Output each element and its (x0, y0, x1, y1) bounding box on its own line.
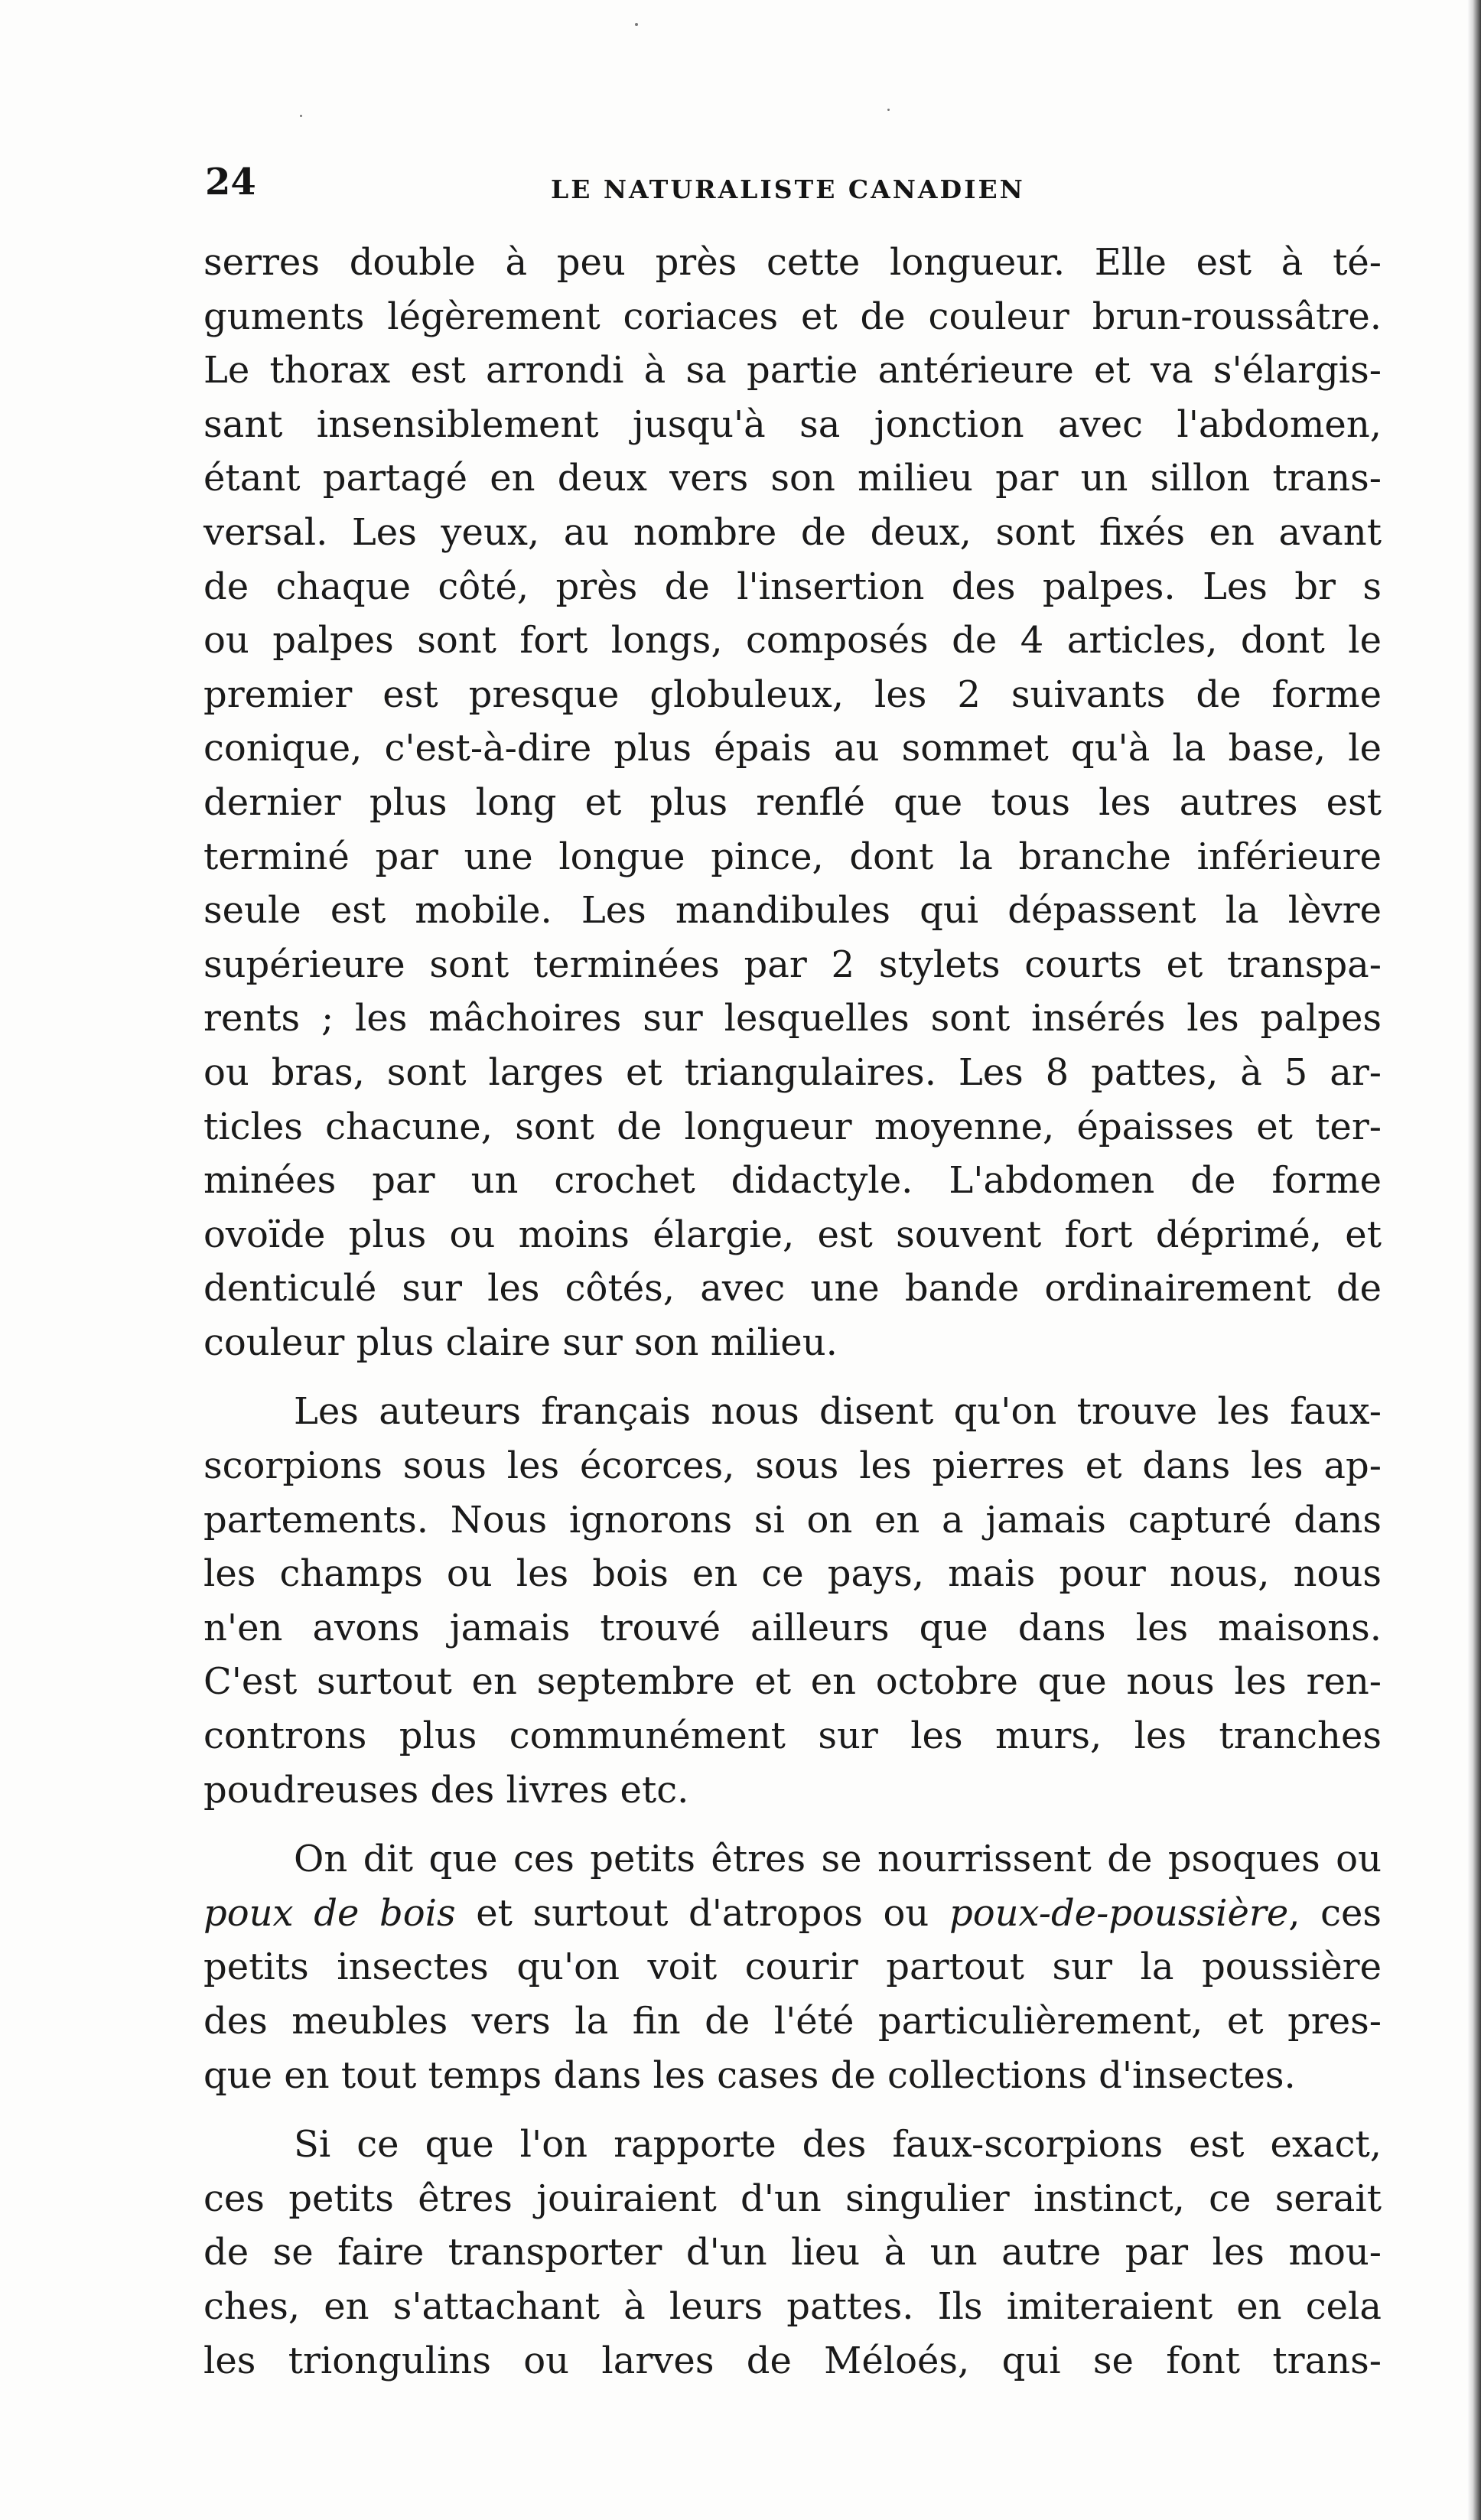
text-line: ticles chacune, sont de longueur moyenne, épaisses et ter- (203, 1105, 1382, 1148)
italic-term: poux de bois (203, 1891, 456, 1935)
text-line: premier est presque globuleux, les 2 suivants de forme (203, 672, 1382, 716)
text-line: conique, c'est-à-dire plus épais au sommet qu'à la base, le (203, 727, 1382, 770)
text-line: les triongulins ou larves de Méloés, qui se font trans- (203, 2339, 1382, 2382)
running-head (205, 161, 1383, 214)
text-line: controns plus communément sur les murs, les tranches (203, 1714, 1382, 1758)
page-edge-shadow (1467, 0, 1481, 2520)
text-line: On dit que ces petits êtres se nourrissent de psoques ou (294, 1838, 1382, 1881)
text-fragment: et surtout d'atropos ou (455, 1891, 949, 1935)
text-line: ches, en s'attachant à leurs pattes. Ils imiteraient en cela (203, 2284, 1382, 2328)
text-line: denticulé sur les côtés, avec une bande ordinairement de (203, 1267, 1382, 1310)
text-line: serres double à peu près cette longueur. Elle est à té- (203, 241, 1382, 284)
text-line: ces petits êtres jouiraient d'un singulier instinct, ce serait (203, 2177, 1382, 2220)
text-line: Si ce que l'on rapporte des faux-scorpions est exact, (294, 2123, 1382, 2167)
italic-term: poux-de-poussière (949, 1891, 1289, 1935)
text-line: ovoïde plus ou moins élargie, est souvent fort déprimé, et (203, 1213, 1382, 1256)
paragraph-1 (203, 236, 1382, 1369)
text-line: ou bras, sont larges et triangulaires. Les 8 pattes, à 5 ar- (203, 1050, 1382, 1094)
text-line: n'en avons jamais trouvé ailleurs que dans les maisons. (203, 1606, 1382, 1649)
text-line: rents ; les mâchoires sur lesquelles sont insérés les palpes (203, 997, 1382, 1040)
text-line: petits insectes qu'on voit courir partout sur la poussière (203, 1945, 1382, 1989)
text-line: Le thorax est arrondi à sa partie antérieure et va s'élargis- (203, 349, 1382, 392)
ink-speck (635, 23, 638, 26)
ink-speck (300, 115, 302, 117)
text-line: ou palpes sont fort longs, composés de 4 articles, dont le (203, 619, 1382, 663)
text-line: poudreuses des livres etc. (203, 1768, 689, 1812)
text-fragment: , ces (1288, 1891, 1382, 1935)
text-line: C'est surtout en septembre et en octobre que nous les ren- (203, 1660, 1382, 1704)
text-line: terminé par une longue pince, dont la branche inférieure (203, 835, 1382, 878)
text-line: scorpions sous les écorces, sous les pierres et dans les ap- (203, 1444, 1382, 1488)
text-line: de chaque côté, près de l'insertion des palpes. Les br s (203, 565, 1382, 608)
text-line: guments légèrement coriaces et de couleur brun-roussâtre. (203, 295, 1382, 338)
text-line: versal. Les yeux, au nombre de deux, sont fixés en avant (203, 510, 1382, 554)
text-line: des meubles vers la fin de l'été particulièrement, et pres- (203, 2000, 1382, 2043)
paragraph-3 (203, 1832, 1382, 2102)
paragraph-4 (203, 2118, 1382, 2388)
text-line: minées par un crochet didactyle. L'abdomen de forme (203, 1159, 1382, 1203)
text-line: que en tout temps dans les cases de collections d'insectes. (203, 2053, 1296, 2097)
text-line: supérieure sont terminées par 2 stylets courts et transpa- (203, 943, 1382, 986)
article-body (203, 236, 1382, 2388)
text-line: partements. Nous ignorons si on en a jamais capturé dans (203, 1498, 1382, 1542)
text-line: sant insensiblement jusqu'à sa jonction avec l'abdomen, (203, 402, 1382, 446)
ink-speck (887, 109, 890, 111)
text-line-with-italics (203, 1887, 1382, 1941)
paragraph-2 (203, 1385, 1382, 1817)
text-line: de se faire transporter d'un lieu à un autre par les mou- (203, 2231, 1382, 2274)
text-line: seule est mobile. Les mandibules qui dépassent la lèvre (203, 889, 1382, 933)
text-line: dernier plus long et plus renflé que tous les autres est (203, 780, 1382, 824)
text-line: Les auteurs français nous disent qu'on trouve les faux- (294, 1390, 1382, 1434)
journal-title: LE NATURALISTE CANADIEN (551, 174, 1025, 204)
page-number: 24 (205, 161, 256, 203)
text-line: les champs ou les bois en ce pays, mais pour nous, nous (203, 1552, 1382, 1596)
text-line: couleur plus claire sur son milieu. (203, 1320, 838, 1364)
text-line: étant partagé en deux vers son milieu par un sillon trans- (203, 457, 1382, 500)
